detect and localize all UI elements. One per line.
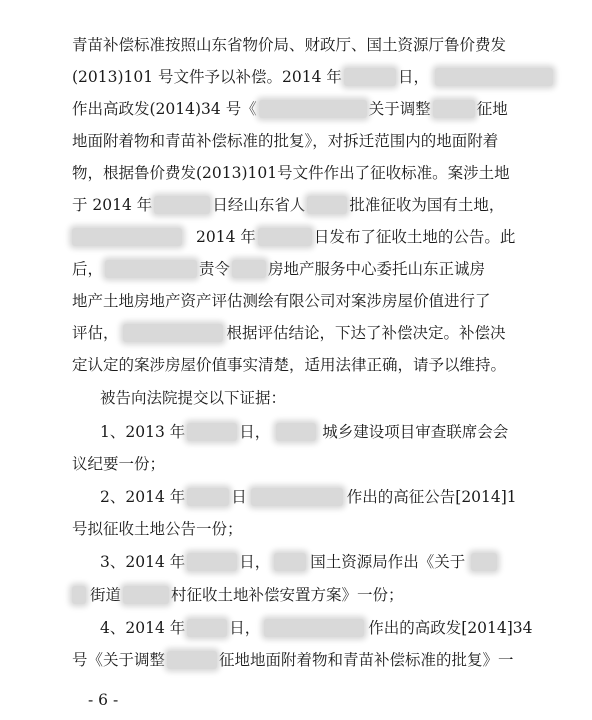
text-segment: 地面附着物和青苗补偿标准的批复》，对拆迁范围内的地面附着 bbox=[72, 132, 499, 150]
text-segment: 作出的高征公告[2014]1 bbox=[346, 488, 517, 506]
page-number: - 6 - bbox=[88, 691, 119, 709]
text-segment: 被告向法院提交以下证据： bbox=[100, 389, 287, 407]
redacted-block bbox=[123, 586, 169, 604]
text-line bbox=[72, 291, 542, 311]
text-line bbox=[72, 323, 542, 343]
redacted-block bbox=[187, 488, 229, 506]
text-segment: 号《关于调整 bbox=[72, 651, 166, 669]
redacted-block bbox=[344, 68, 396, 86]
text-segment: 1、2013 年 bbox=[100, 423, 186, 441]
text-segment: 物，根据鲁价费发(2013)101号文件作出了征收标准。案涉土地 bbox=[72, 164, 510, 182]
text-segment: 后， bbox=[72, 260, 104, 278]
redacted-block bbox=[276, 423, 316, 441]
text-segment: 日发布了征收土地的公告。此 bbox=[313, 228, 516, 246]
redacted-block bbox=[471, 553, 497, 571]
text-segment: 村征收土地补偿安置方案》一份； bbox=[171, 586, 404, 604]
redacted-block bbox=[259, 100, 367, 118]
text-line bbox=[72, 131, 542, 151]
text-segment: 4、2014 年 bbox=[100, 619, 186, 637]
text-line bbox=[72, 355, 542, 375]
text-line bbox=[72, 650, 542, 670]
text-segment: 批准征收为国有土地， bbox=[349, 196, 505, 214]
text-line bbox=[72, 99, 542, 119]
text-segment: 3、2014 年 bbox=[100, 553, 186, 571]
redacted-block bbox=[123, 324, 223, 342]
text-line bbox=[72, 67, 542, 87]
text-segment: 街道 bbox=[90, 586, 122, 604]
text-line bbox=[100, 422, 542, 442]
text-line bbox=[100, 487, 542, 507]
text-segment: 议纪要一份； bbox=[72, 455, 166, 473]
text-segment: 2014 年 bbox=[196, 228, 256, 246]
redacted-block bbox=[435, 68, 553, 86]
text-segment: 日， bbox=[239, 423, 271, 441]
text-line bbox=[72, 227, 542, 247]
text-line bbox=[72, 163, 542, 183]
text-segment: 评估， bbox=[72, 324, 119, 342]
text-segment: 定认定的案涉房屋价值事实清楚，适用法律正确，请予以维持。 bbox=[72, 356, 507, 374]
text-segment: 根据评估结论，下达了补偿决定。补偿决 bbox=[226, 324, 506, 342]
redacted-block bbox=[307, 196, 347, 214]
text-line bbox=[72, 585, 542, 605]
redacted-block bbox=[433, 100, 475, 118]
text-line bbox=[72, 195, 542, 215]
text-segment: 日， bbox=[239, 553, 271, 571]
redacted-block bbox=[251, 488, 343, 506]
redacted-block bbox=[274, 553, 306, 571]
text-segment: 作出高政发(2014)34 号《 bbox=[72, 100, 257, 118]
redacted-block bbox=[167, 651, 217, 669]
text-line bbox=[100, 618, 542, 638]
text-segment: 于 2014 年 bbox=[72, 196, 153, 214]
text-line bbox=[72, 35, 542, 55]
text-segment: 房地产服务中心委托山东正诚房 bbox=[268, 260, 486, 278]
text-segment: 关于调整 bbox=[368, 100, 431, 118]
text-segment: 地产土地房地产资产评估测绘有限公司对案涉房屋价值进行了 bbox=[72, 292, 491, 310]
text-segment: 征地地面附着物和青苗补偿标准的批复》一 bbox=[219, 651, 514, 669]
text-segment: 征地 bbox=[476, 100, 508, 118]
text-line bbox=[100, 388, 542, 408]
text-segment: 日， bbox=[229, 619, 261, 637]
redacted-block bbox=[232, 260, 266, 278]
redacted-block bbox=[72, 228, 182, 246]
text-line bbox=[100, 552, 542, 572]
redacted-block bbox=[264, 619, 364, 637]
text-segment: 青苗补偿标准按照山东省物价局、财政厅、国土资源厅鲁价费发 bbox=[72, 36, 507, 54]
redacted-block bbox=[72, 586, 86, 604]
redacted-block bbox=[105, 260, 197, 278]
text-segment: 2、2014 年 bbox=[100, 488, 186, 506]
text-segment: 国土资源局作出《关于 bbox=[310, 553, 466, 571]
text-segment: 作出的高政发[2014]34 bbox=[368, 619, 533, 637]
text-segment: 号拟征收土地公告一份； bbox=[72, 520, 243, 538]
text-segment: (2013)101 号文件予以补偿。2014 年 bbox=[72, 68, 342, 86]
redacted-block bbox=[187, 553, 237, 571]
text-segment: 日 bbox=[231, 488, 247, 506]
text-segment: 日， bbox=[397, 68, 429, 86]
text-line bbox=[72, 519, 542, 539]
redacted-block bbox=[187, 619, 227, 637]
text-segment: 责令 bbox=[199, 260, 231, 278]
redacted-block bbox=[258, 228, 312, 246]
text-segment: 日经山东省人 bbox=[212, 196, 306, 214]
redacted-block bbox=[187, 423, 237, 441]
text-line bbox=[72, 454, 542, 474]
text-segment: 城乡建设项目审查联席会会 bbox=[322, 423, 509, 441]
redacted-block bbox=[154, 196, 210, 214]
text-line bbox=[72, 259, 542, 279]
